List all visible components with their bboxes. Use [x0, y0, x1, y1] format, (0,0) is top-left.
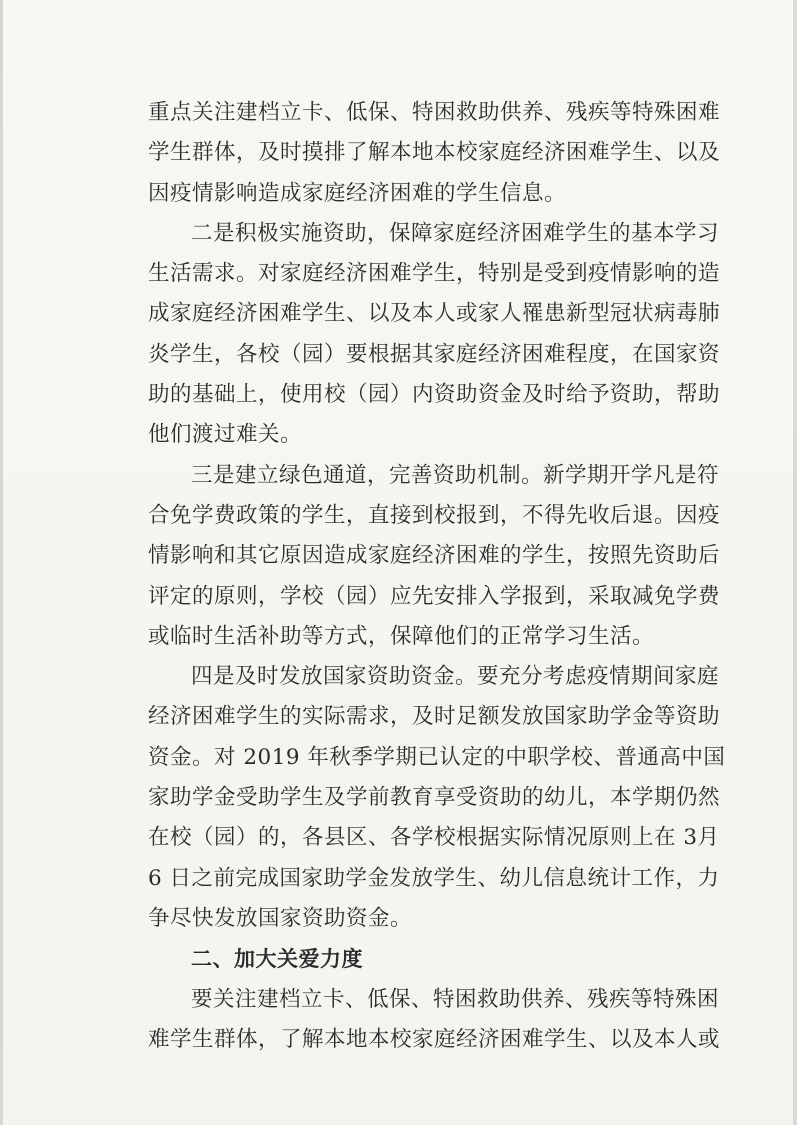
text-line: 6 日之前完成国家助学金发放学生、幼儿信息统计工作，力	[148, 865, 720, 891]
page-left-edge	[0, 0, 3, 1125]
text-line: 四是及时发放国家资助资金。要充分考虑疫情期间家庭	[191, 664, 720, 690]
text-line: 在校（园）的，各县区、各学校根据实际情况原则上在 3月	[148, 825, 720, 851]
text-line: 经济困难学生的实际需求，及时足额发放国家助学金等资助	[148, 704, 721, 730]
text-line: 重点关注建档立卡、低保、特困救助供养、残疾等特殊困难	[148, 100, 721, 125]
text-line: 评定的原则，学校（园）应先安排入学报到，采取减免学费	[148, 583, 721, 609]
text-line: 家助学金受助学生及学前教育享受资助的幼儿，本学期仍然	[148, 785, 721, 811]
text-line: 因疫情影响造成家庭经济困难的学生信息。	[148, 180, 567, 206]
text-line: 生活需求。对家庭经济困难学生，特别是受到疫情影响的造	[148, 261, 721, 287]
text-line: 学生群体，及时摸排了解本地本校家庭经济困难学生、以及	[148, 140, 721, 166]
text-line: 炎学生，各校（园）要根据其家庭经济困难程度，在国家资	[148, 341, 721, 367]
text-line: 助的基础上，使用校（园）内资助资金及时给予资助，帮助	[148, 382, 721, 408]
page-right-edge	[793, 0, 797, 1125]
section-heading: 二、加大关爱力度	[191, 947, 363, 972]
text-line: 或临时生活补助等方式，保障他们的正常学习生活。	[148, 623, 655, 649]
text-line: 三是建立绿色通道，完善资助机制。新学期开学凡是符	[191, 462, 720, 488]
text-line: 情影响和其它原因造成家庭经济困难的学生，按照先资助后	[148, 543, 721, 569]
text-line: 难学生群体，了解本地本校家庭经济困难学生、以及本人或	[148, 1026, 721, 1052]
text-line: 合免学费政策的学生，直接到校报到，不得先收后退。因疫	[148, 502, 721, 528]
text-line: 二是积极实施资助，保障家庭经济困难学生的基本学习	[191, 220, 720, 246]
text-line: 成家庭经济困难学生、以及本人或家人罹患新型冠状病毒肺	[148, 301, 721, 327]
text-line: 资金。对 2019 年秋季学期已认定的中职学校、普通高中国	[148, 744, 726, 770]
document-body	[148, 93, 726, 1060]
text-line: 他们渡过难关。	[148, 422, 303, 448]
text-line: 要关注建档立卡、低保、特困救助供养、残疾等特殊困	[191, 986, 720, 1012]
text-line: 争尽快发放国家资助资金。	[148, 905, 413, 931]
